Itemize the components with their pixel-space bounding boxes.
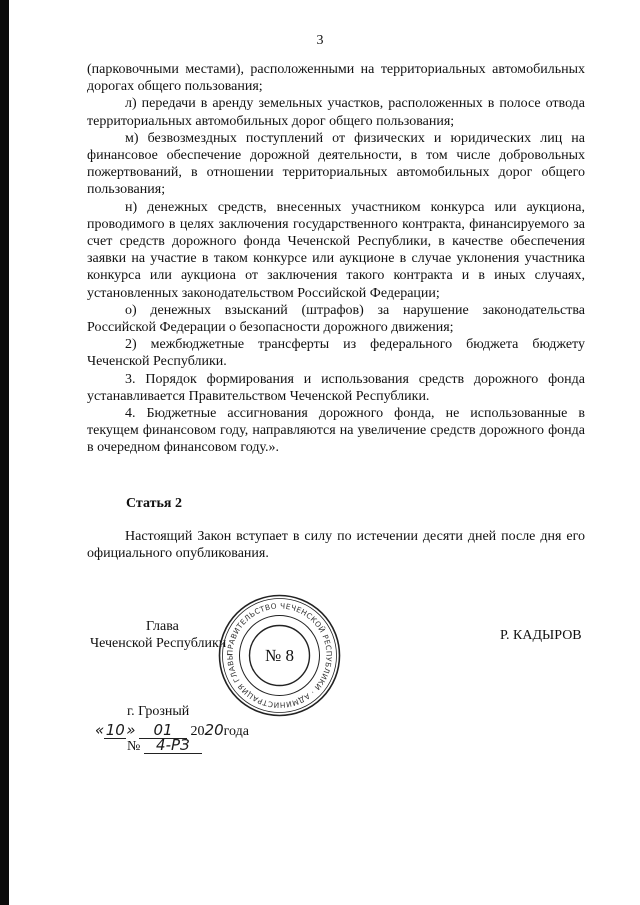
paragraph: н) денежных средств, внесенных участником конкурса или аукциона, проводимого в целях заключения государственного контракта, финансируемого за счет средств дорожного фонда Чеченской Республики, в качестве обеспечения заявки на участие в таком конкурсе или аукционе в случае уклонения участника конкурса или аукциона от заключения такого контракта и в иных случаях, установленных законодательством Российской Федерации; bbox=[87, 199, 585, 301]
law-number-value: 4-РЗ bbox=[144, 738, 202, 754]
date-open-quote: « bbox=[95, 721, 105, 739]
date-close-quote: » bbox=[126, 721, 136, 739]
signatory-republic: Чеченской Республики bbox=[90, 636, 227, 651]
seal-number: № 8 bbox=[265, 646, 294, 665]
article-paragraph: Настоящий Закон вступает в силу по истечении десяти дней после дня его официального опубликования. bbox=[87, 529, 585, 562]
seal-ring-text: ПРАВИТЕЛЬСТВО ЧЕЧЕНСКОЙ РЕСПУБЛИКИ · АДМИНИСТРАЦИЯ ГЛАВЫ bbox=[225, 601, 334, 710]
paragraph: 3. Порядок формирования и использования средств дорожного фонда устанавливается Правительством Чеченской Республики. bbox=[87, 371, 585, 404]
paragraph: 4. Бюджетные ассигнования дорожного фонда, не использованные в текущем финансовом году, направляются на увеличение средств дорожного фонда в очередном финансовом году.». bbox=[87, 406, 585, 456]
official-seal-stamp bbox=[217, 593, 342, 718]
signatory-name: Р. КАДЫРОВ bbox=[500, 628, 582, 643]
date-year-word: года bbox=[223, 724, 249, 739]
paragraph: м) безвозмездных поступлений от физических и юридических лиц на финансовое обеспечение дорожной деятельности, в том числе добровольных пожертвований, в отношении территориальных автомобильных дорог общего пользования; bbox=[87, 130, 585, 198]
signing-place: г. Грозный bbox=[127, 704, 190, 719]
signatory-title: Глава bbox=[146, 619, 179, 634]
paragraph: (парковочными местами), расположенными на территориальных автомобильных дорогах общего пользования; bbox=[87, 62, 585, 95]
law-body bbox=[87, 61, 585, 457]
article-heading: Статья 2 bbox=[126, 496, 182, 511]
page-number: 3 bbox=[316, 33, 324, 48]
paragraph: о) денежных взысканий (штрафов) за нарушение законодательства Российской Федерации о безопасности дорожного движения; bbox=[87, 302, 585, 336]
date-day: 10 bbox=[105, 721, 125, 739]
law-number bbox=[127, 738, 202, 755]
seal-graphic bbox=[217, 593, 342, 718]
date-year-prefix: 20 bbox=[190, 724, 205, 739]
article-body bbox=[87, 528, 585, 562]
scan-edge-bar bbox=[0, 0, 9, 905]
law-number-prefix: № bbox=[127, 739, 141, 754]
paragraph: л) передачи в аренду земельных участков, расположенных в полосе отвода территориальных автомобильных дорог общего пользования; bbox=[87, 96, 585, 129]
date-year-suffix: 20 bbox=[204, 721, 224, 739]
paragraph: 2) межбюджетные трансферты из федерального бюджета бюджету Чеченской Республики. bbox=[87, 337, 585, 370]
date-month: 01 bbox=[139, 723, 187, 739]
